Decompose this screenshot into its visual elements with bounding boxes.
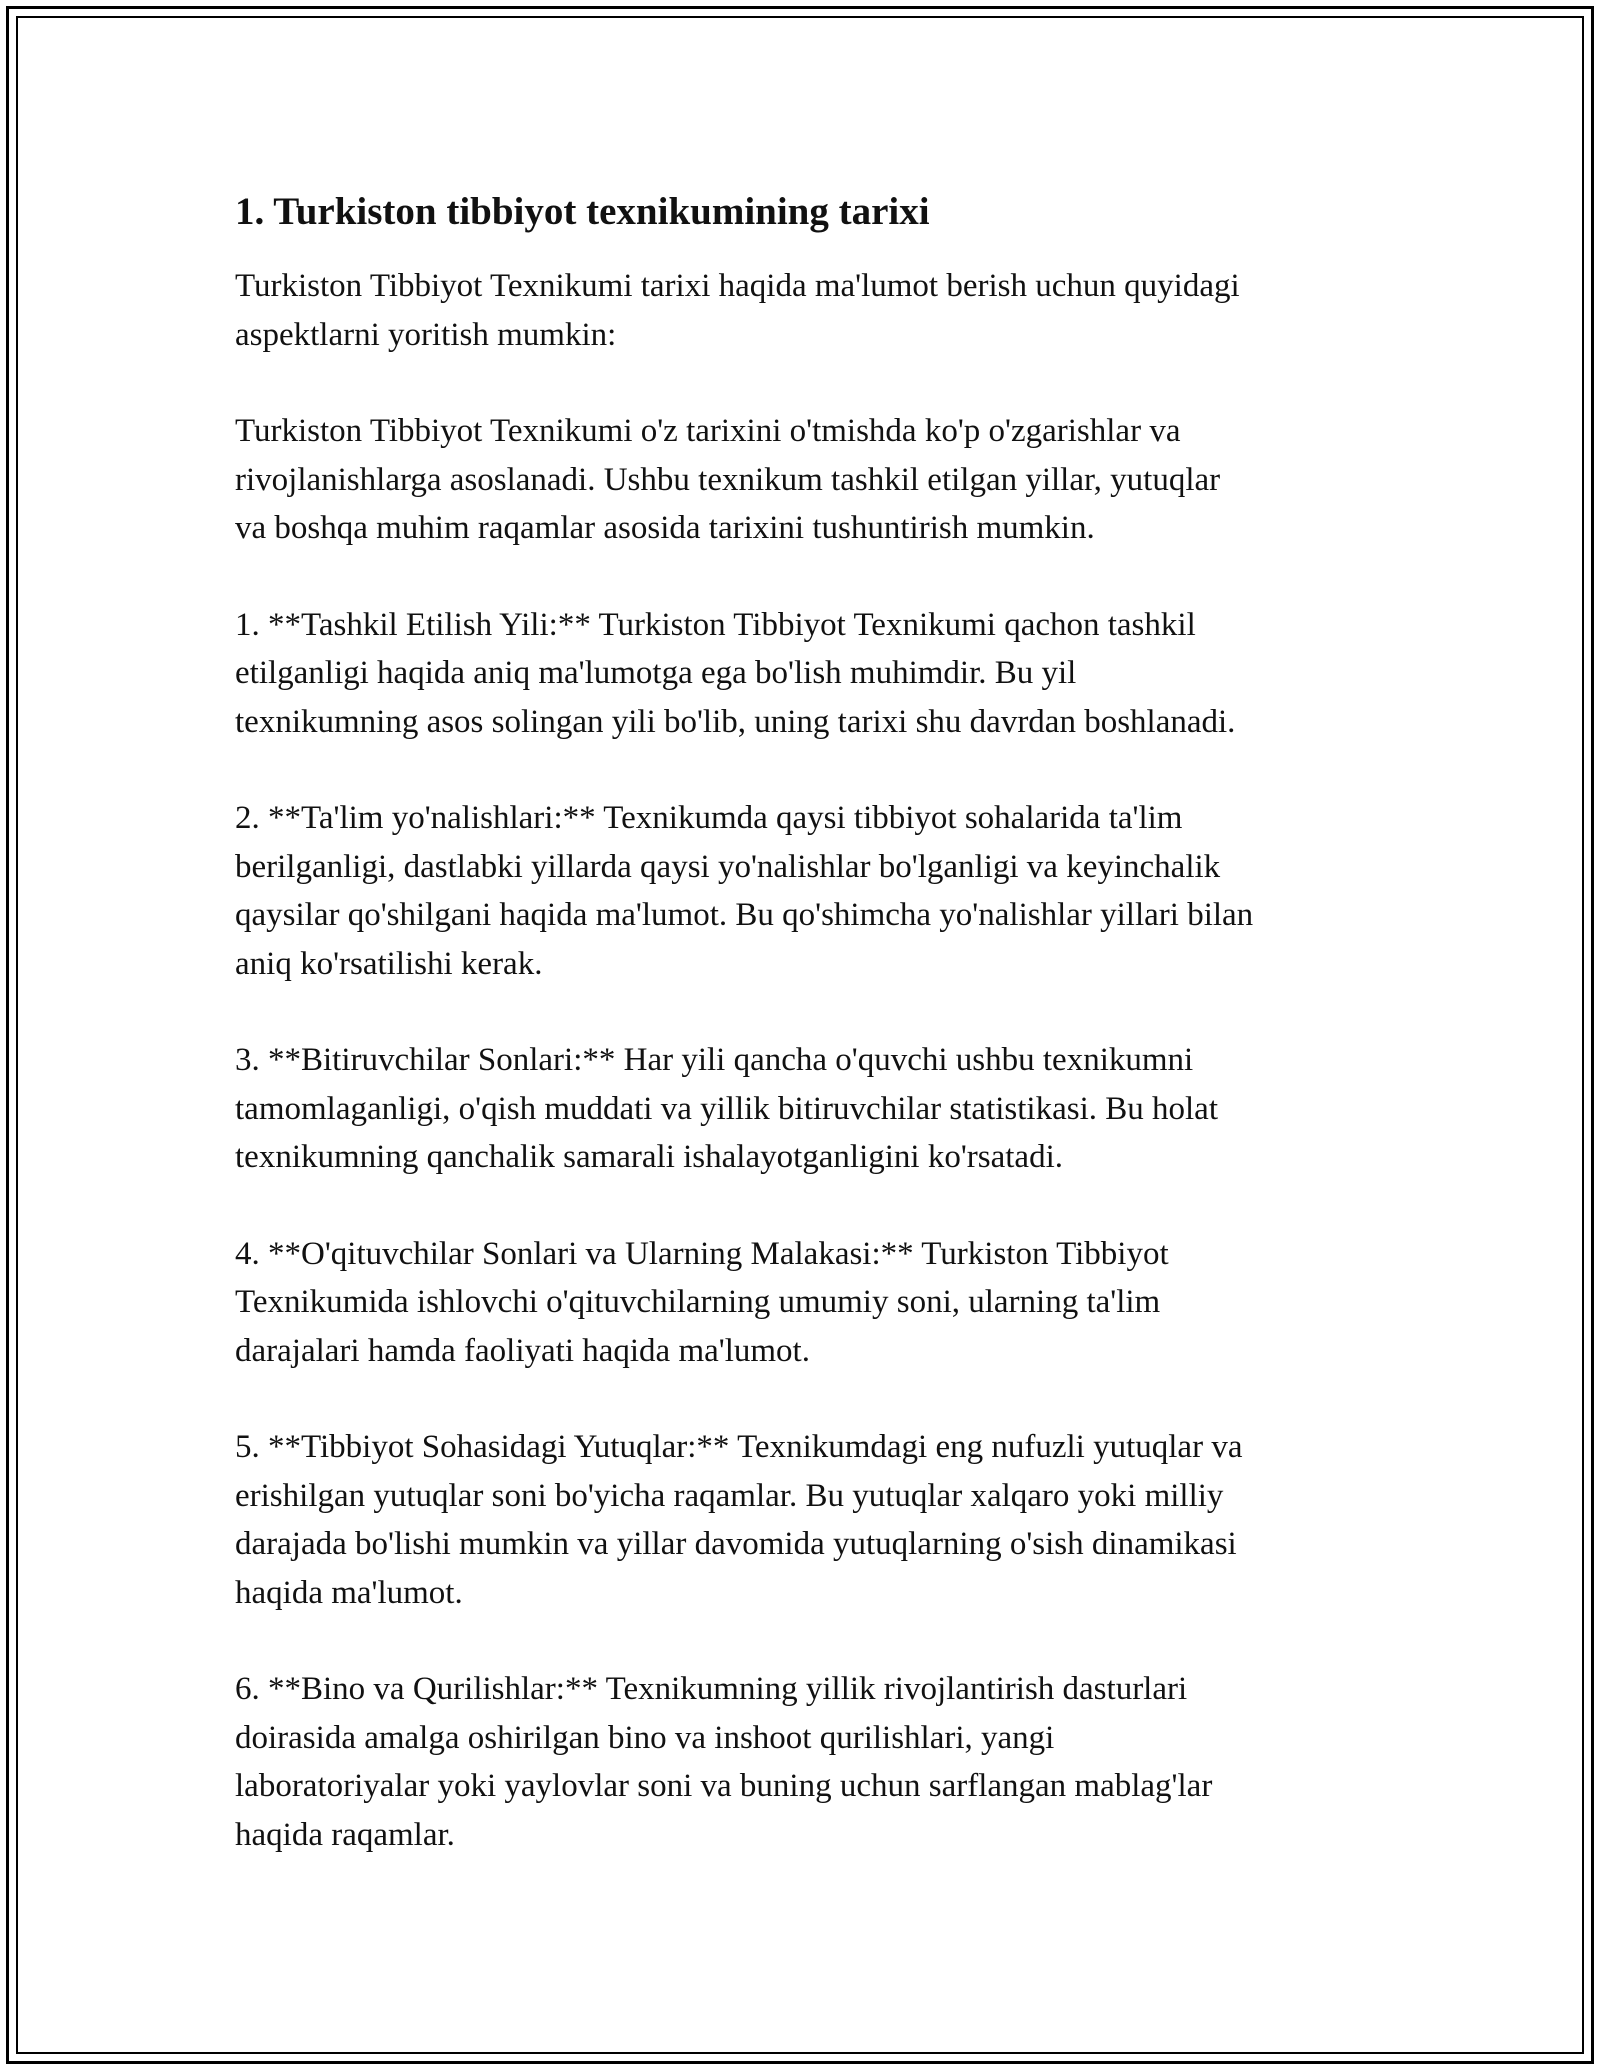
list-item-graduate-numbers: 3. **Bitiruvchilar Sonlari:** Har yili qancha o'quvchi ushbu texnikumni tamomlaganligi, o'qish muddati va yillik bitiruvchilar statistikasi. Bu holat texnikumning qanchalik samarali ishalayotganligini ko'rsatadi. bbox=[235, 1042, 1218, 1175]
document-body bbox=[235, 188, 1375, 1907]
document-title: 1. Turkiston tibbiyot texnikumining tarixi bbox=[235, 190, 930, 233]
list-item-education-directions: 2. **Ta'lim yo'nalishlari:** Texnikumda qaysi tibbiyot sohalarida ta'lim berilganligi, dastlabki yillarda qaysi yo'nalishlar bo'lganligi va keyinchalik qaysilar qo'shilgani haqida ma'lumot. Bu qo'shimcha yo'nalishlar yillari bilan aniq ko'rsatilishi kerak. bbox=[235, 800, 1254, 982]
list-item-buildings: 6. **Bino va Qurilishlar:** Texnikumning yillik rivojlantirish dasturlari doirasida amalga oshirilgan bino va inshoot qurilishlari, yangi laboratoriyalar yoki yaylovlar soni va buning uchun sarflangan mablag'lar haqida raqamlar. bbox=[235, 1671, 1213, 1853]
list-item-medical-achievements: 5. **Tibbiyot Sohasidagi Yutuqlar:** Texnikumdagi eng nufuzli yutuqlar va erishilgan yutuqlar soni bo'yicha raqamlar. Bu yutuqlar xalqaro yoki milliy darajada bo'lishi mumkin va yillar davomida yutuqlarning o'sish dinamikasi haqida ma'lumot. bbox=[235, 1429, 1243, 1611]
list-item-founding-year: 1. **Tashkil Etilish Yili:** Turkiston Tibbiyot Texnikumi qachon tashkil etilganligi haqida aniq ma'lumotga ega bo'lish muhimdir. Bu yil texnikumning asos solingan yili bo'lib, uning tarixi shu davrdan boshlanadi. bbox=[235, 606, 1236, 740]
list-item-teacher-numbers: 4. **O'qituvchilar Sonlari va Ularning Malakasi:** Turkiston Tibbiyot Texnikumida ishlovchi o'qituvchilarning umumiy soni, ularning ta'lim darajalari hamda faoliyati haqida ma'lumot. bbox=[235, 1235, 1169, 1369]
overview-paragraph: Turkiston Tibbiyot Texnikumi o'z tarixini o'tmishda ko'p o'zgarishlar va rivojlanishlarga asoslanadi. Ushbu texnikum tashkil etilgan yillar, yutuqlar va boshqa muhim raqamlar asosida tarixini tushuntirish mumkin. bbox=[235, 413, 1221, 546]
intro-paragraph: Turkiston Tibbiyot Texnikumi tarixi haqida ma'lumot berish uchun quyidagi aspektlarni yoritish mumkin: bbox=[235, 268, 1240, 353]
